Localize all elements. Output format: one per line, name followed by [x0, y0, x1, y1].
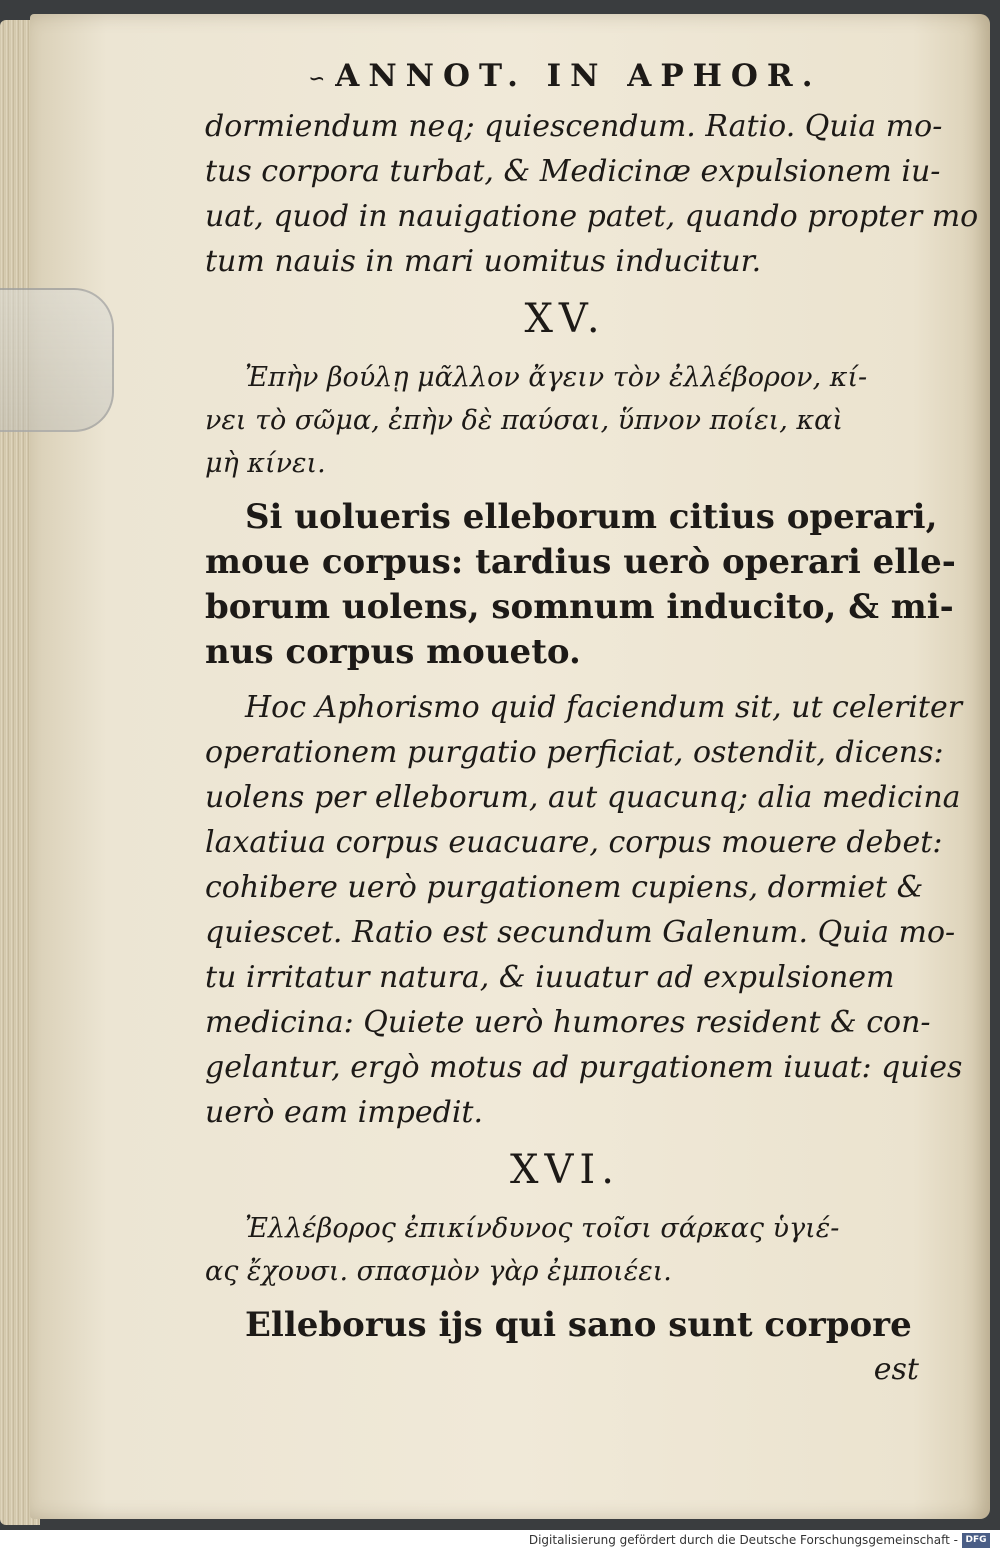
translation-line: borum uolens, somnum inducito, & mi- — [205, 587, 954, 627]
greek-line: Ἐλλέβορος ἐπικίνδυνος τοῖσι σάρκας ὑγιέ- — [245, 1213, 840, 1244]
commentary-line: quiescet. Ratio est secundum Galenum. Quia mo- — [205, 915, 956, 950]
commentary-line: Hoc Aphorismo quid faciendum sit, ut celeriter — [245, 690, 963, 725]
page-clip — [0, 288, 114, 432]
catchword: est — [873, 1352, 919, 1387]
funding-notice: Digitalisierung gefördert durch die Deutsche Forschungsgemeinschaft - — [528, 1533, 958, 1547]
greek-aphorism-xvi — [205, 1207, 925, 1293]
commentary-xv — [205, 685, 963, 1135]
text-line: tus corpora turbat, & Medicinæ expulsionem iu- — [205, 154, 941, 189]
commentary-line: operationem purgatio perficiat, ostendit, dicens: — [205, 735, 944, 770]
translation-line: nus corpus moueto. — [205, 632, 581, 672]
commentary-line: tu irritatur natura, & iuuatur ad expulsionem — [205, 960, 895, 995]
commentary-line: laxatiua corpus euacuare, corpus mouere debet: — [205, 825, 943, 860]
greek-aphorism-xv — [205, 356, 925, 485]
greek-line: ας ἔχουσι. σπασμὸν γὰρ ἐμποιέει. — [205, 1256, 672, 1287]
section-numeral-xvi: XVI. — [510, 1147, 620, 1193]
running-head — [205, 58, 925, 94]
text-line: tum nauis in mari uomitus inducitur. — [205, 244, 762, 279]
latin-translation-xvi — [205, 1303, 925, 1348]
dfg-logo: DFG — [962, 1533, 990, 1548]
greek-line: νει τὸ σῶμα, ἐπὴν δὲ παύσαι, ὕπνον ποίει, καὶ — [205, 405, 843, 436]
footer-bar — [0, 1530, 1000, 1552]
greek-line: μὴ κίνει. — [205, 448, 326, 479]
commentary-line: uolens per elleborum, aut quacunq; alia medicina — [205, 780, 961, 815]
latin-translation-xv — [205, 495, 956, 675]
commentary-line: medicina: Quiete uerò humores resident & con- — [205, 1005, 931, 1040]
translation-line: Elleborus ijs qui sano sunt corpore — [245, 1305, 912, 1345]
translation-line: Si uolueris elleborum citius operari, — [245, 497, 938, 537]
page-text — [205, 58, 979, 1392]
text-line: uat, quod in nauigatione patet, quando propter mo — [205, 199, 979, 234]
translation-line: moue corpus: tardius uerò operari elle- — [205, 542, 956, 582]
greek-line: Ἐπὴν βούλῃ μᾶλλον ἄγειν τὸν ἐλλέβορον, κί- — [245, 362, 868, 393]
text-line: dormiendum neq; quiescendum. Ratio. Quia mo- — [205, 109, 943, 144]
section-numeral-xv: XV. — [524, 296, 606, 342]
ornament-icon: ∽ — [308, 65, 326, 90]
commentary-line: uerò eam impedit. — [205, 1095, 484, 1130]
commentary-line: cohibere uerò purgationem cupiens, dormiet & — [205, 870, 924, 905]
section-xiv-tail — [205, 104, 979, 284]
running-head-text: ANNOT. IN APHOR. — [335, 58, 822, 94]
commentary-line: gelantur, ergò motus ad purgationem iuuat: quies — [205, 1050, 963, 1085]
